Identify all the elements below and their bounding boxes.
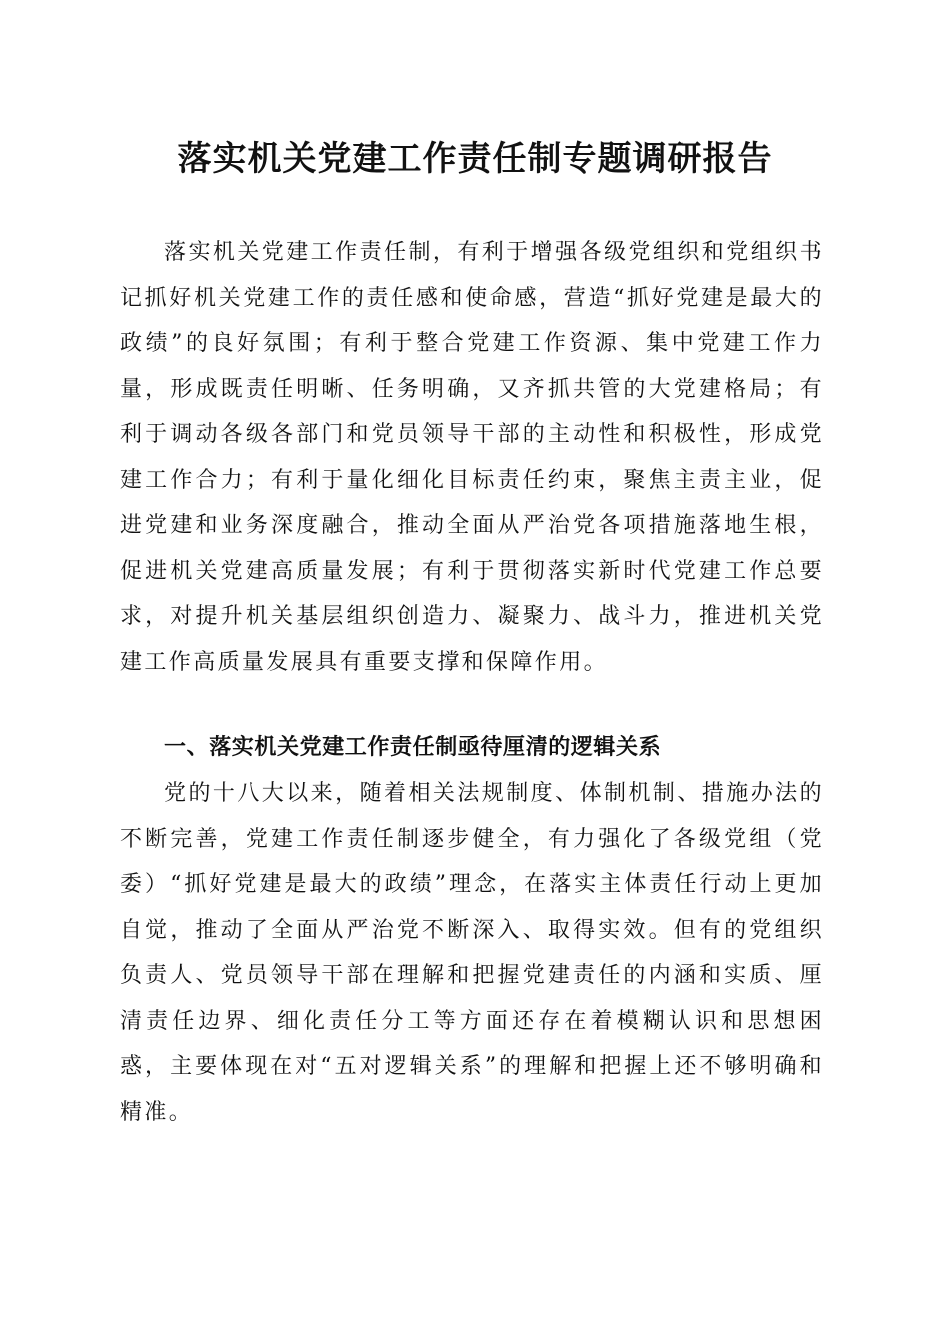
body-paragraph: 党的十八大以来，随着相关法规制度、体制机制、措施办法的不断完善，党建工作责任制逐步健全，有力强化了各级党组（党委）“抓好党建是最大的政绩”理念，在落实主体责任行动上更加自觉，推动了全面从严治党不断深入、取得实效。但有的党组织负责人、党员领导干部在理解和把握党建责任的内涵和实质、厘清责任边界、细化责任分工等方面还存在着模糊认识和思想困惑，主要体现在对“五对逻辑关系”的理解和把握上还不够明确和精准。 <box>120 781 824 1125</box>
body-paragraph: 落实机关党建工作责任制，有利于增强各级党组织和党组织书记抓好机关党建工作的责任感和使命感，营造“抓好党建是最大的政绩”的良好氛围；有利于整合党建工作资源、集中党建工作力量，形成既责任明晰、任务明确，又齐抓共管的大党建格局；有利于调动各级各部门和党员领导干部的主动性和积极性，形成党建工作合力；有利于量化细化目标责任约束，聚焦主责主业，促进党建和业务深度融合，推动全面从严治党各项措施落地生根，促进机关党建高质量发展；有利于贯彻落实新时代党建工作总要求，对提升机关基层组织创造力、凝聚力、战斗力，推进机关党建工作高质量发展具有重要支撑和保障作用。 <box>120 240 824 675</box>
document-title: 落实机关党建工作责任制专题调研报告 <box>177 139 773 179</box>
section-heading: 一、落实机关党建工作责任制亟待厘清的逻辑关系 <box>164 735 662 760</box>
